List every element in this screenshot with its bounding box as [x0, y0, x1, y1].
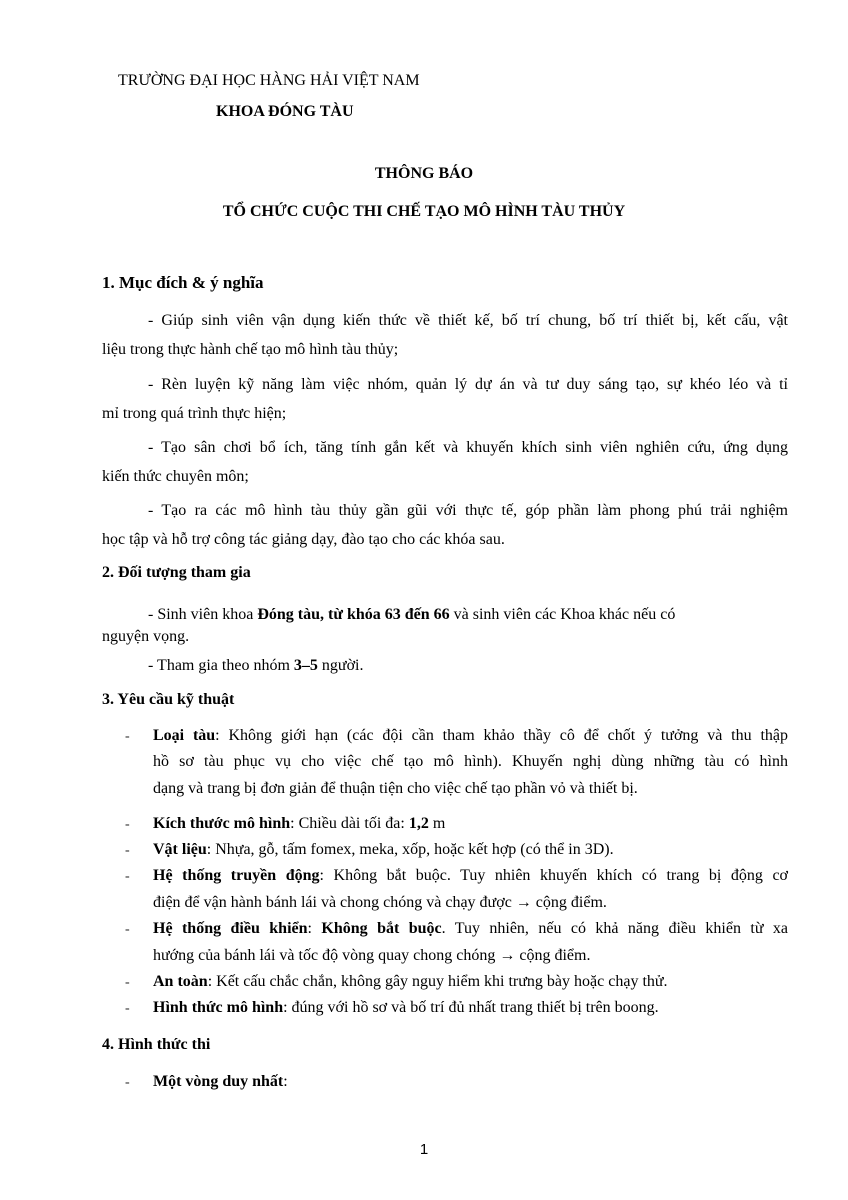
notice-subtitle: TỔ CHỨC CUỘC THI CHẾ TẠO MÔ HÌNH TÀU THỦY — [222, 203, 626, 220]
section-1-item-3-line-2: kiến thức chuyên môn; — [102, 468, 249, 485]
section-2-item-1-line-1: - Sinh viên khoa Đóng tàu, từ khóa 63 đến 66 và sinh viên các Khoa khác nếu có — [148, 606, 676, 623]
section-1-item-1-line-1: - Giúp sinh viên vận dụng kiến thức về thiết kế, bố trí chung, bố trí thiết bị, kết cấu, vật — [148, 312, 788, 329]
bullet-dash: - — [125, 1001, 130, 1016]
ship-type-line-1: Loại tàu: Không giới hạn (các đội cần tham khảo thầy cô để chốt ý tưởng và thu thập — [153, 727, 789, 744]
control-line-1: Hệ thống điều khiển: Không bắt buộc. Tuy nhiên, nếu có khả năng điều khiển từ xa — [153, 920, 789, 937]
section-1-item-4-line-1: - Tạo ra các mô hình tàu thủy gần gũi với thực tế, góp phần làm phong phú trải nghiệm — [148, 502, 788, 519]
bullet-dash: - — [125, 843, 130, 858]
section-4-heading: 4. Hình thức thi — [102, 1036, 211, 1053]
university-name: TRƯỜNG ĐẠI HỌC HÀNG HẢI VIỆT NAM — [118, 72, 420, 89]
faculty-name: KHOA ĐÓNG TÀU — [216, 103, 354, 120]
section-1-item-4-line-2: học tập và hỗ trợ công tác giảng dạy, đào tạo cho các khóa sau. — [102, 531, 505, 548]
page-number: 1 — [419, 1141, 429, 1158]
bullet-dash: - — [125, 817, 130, 832]
control-line-2: hướng của bánh lái và tốc độ vòng quay chong chóng → cộng điểm. — [153, 947, 591, 964]
propulsion-line-1: Hệ thống truyền động: Không bắt buộc. Tuy nhiên khuyến khích có trang bị động cơ — [153, 867, 789, 884]
bullet-dash: - — [125, 869, 130, 884]
bullet-dash: - — [125, 1075, 130, 1090]
bullet-dash: - — [125, 729, 130, 744]
section-1-item-1-line-2: liệu trong thực hành chế tạo mô hình tàu thủy; — [102, 341, 399, 358]
model-form: Hình thức mô hình: đúng với hồ sơ và bố trí đủ nhất trang thiết bị trên boong. — [153, 999, 659, 1016]
section-2-item-2: - Tham gia theo nhóm 3–5 người. — [148, 657, 364, 674]
single-round: Một vòng duy nhất: — [153, 1073, 288, 1090]
bullet-dash: - — [125, 975, 130, 990]
bullet-dash: - — [125, 922, 130, 937]
ship-type-line-2: hồ sơ tàu phục vụ cho việc chế tạo mô hình). Khuyến nghị dùng những tàu có hình — [153, 753, 788, 770]
section-2-item-1-line-2: nguyện vọng. — [102, 628, 190, 645]
section-1-item-2-line-1: - Rèn luyện kỹ năng làm việc nhóm, quản lý dự án và tư duy sáng tạo, sự khéo léo và tỉ — [148, 376, 788, 393]
section-1-item-2-line-2: mỉ trong quá trình thực hiện; — [102, 405, 287, 422]
section-1-heading: 1. Mục đích & ý nghĩa — [102, 273, 264, 292]
model-size: Kích thước mô hình: Chiều dài tối đa: 1,2 m — [153, 815, 446, 832]
material: Vật liệu: Nhựa, gỗ, tấm fomex, meka, xốp, hoặc kết hợp (có thể in 3D). — [153, 841, 614, 858]
notice-title: THÔNG BÁO — [374, 165, 474, 182]
propulsion-line-2: điện để vận hành bánh lái và chong chóng và chạy được → cộng điểm. — [153, 894, 607, 911]
section-3-heading: 3. Yêu cầu kỹ thuật — [102, 691, 235, 708]
section-2-heading: 2. Đối tượng tham gia — [102, 564, 251, 581]
ship-type-line-3: dạng và trang bị đơn giản để thuận tiện cho việc chế tạo phần vỏ và thiết bị. — [153, 780, 638, 797]
safety: An toàn: Kết cấu chắc chắn, không gây nguy hiểm khi trưng bày hoặc chạy thử. — [153, 973, 668, 990]
section-1-item-3-line-1: - Tạo sân chơi bổ ích, tăng tính gắn kết và khuyến khích sinh viên nghiên cứu, ứng dụng — [148, 439, 788, 456]
